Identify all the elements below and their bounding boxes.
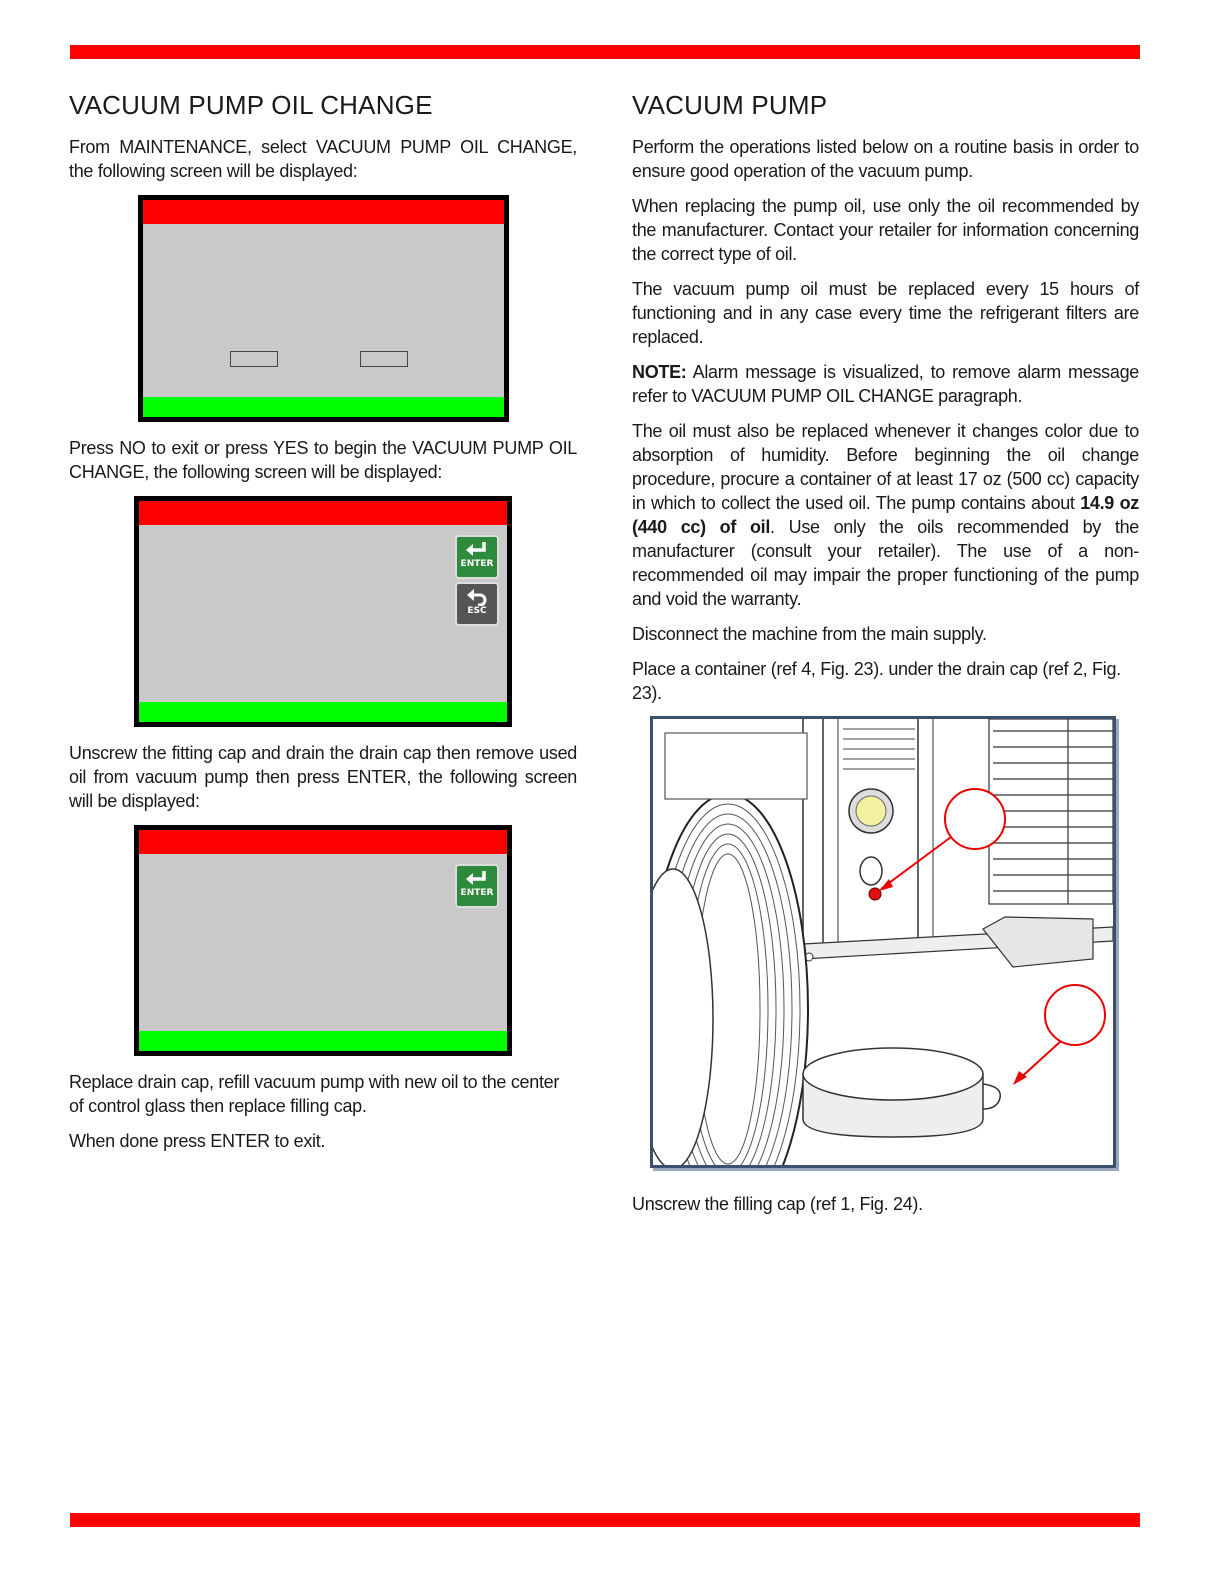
paragraph: From MAINTENANCE, select VACUUM PUMP OIL CHANGE, the following screen will be displayed: — [69, 137, 577, 181]
machine-illustration — [653, 719, 1113, 1165]
enter-button[interactable] — [455, 535, 499, 579]
enter-return-icon — [464, 541, 490, 559]
figure-drain-illustration — [650, 716, 1116, 1168]
screen-header — [139, 830, 507, 854]
paragraph: Place a container (ref 4, Fig. 23). under the drain cap (ref 2, Fig. 23). — [632, 659, 1121, 703]
left-column — [69, 90, 577, 1164]
paragraph-text: . Use only the oils recommended by the manufacturer (consult your retailer). The use of a non-recommended oil may impair the proper functioning of the pump and void the warranty. — [632, 517, 1139, 609]
paragraph: Replace drain cap, refill vacuum pump with new oil to the center of control glass then replace filling cap. — [69, 1072, 560, 1116]
screen-drain — [134, 496, 512, 727]
paragraph — [632, 419, 1139, 611]
paragraph: Perform the operations listed below on a routine basis in order to ensure good operation of the vacuum pump. — [632, 137, 1139, 181]
enter-label: ENTER — [460, 559, 494, 569]
paragraph: When replacing the pump oil, use only the oil recommended by the manufacturer. Contact your retailer for information concerning the correct type of oil. — [632, 196, 1139, 264]
yes-button[interactable] — [360, 351, 408, 367]
paragraph: The vacuum pump oil must be replaced every 15 hours of functioning and in any case every time the refrigerant filters are replaced. — [632, 279, 1139, 347]
note-text: Alarm message is visualized, to remove alarm message refer to VACUUM PUMP OIL CHANGE paragraph. — [632, 362, 1139, 406]
screen-refill — [134, 825, 512, 1056]
back-arrow-icon — [464, 588, 490, 606]
paragraph: Unscrew the filling cap (ref 1, Fig. 24). — [632, 1194, 923, 1214]
screen-footer — [139, 1031, 507, 1051]
screen-header — [139, 501, 507, 525]
note-label: NOTE: — [632, 362, 687, 382]
note-paragraph — [632, 360, 1139, 408]
paragraph: Unscrew the fitting cap and drain the drain cap then remove used oil from vacuum pump then press ENTER, the following screen will be displayed: — [69, 743, 577, 811]
top-red-bar — [70, 45, 1140, 59]
esc-label: ESC — [467, 606, 487, 616]
paragraph-text: The oil must also be replaced whenever it changes color due to absorption of humidity. Before beginning the oil change procedure, procure a container of at least 17 oz (500 cc) capacity in which to collect the used oil. The pump contains about — [632, 421, 1139, 513]
paragraph: Disconnect the machine from the main supply. — [632, 624, 987, 644]
screen-confirm — [138, 195, 509, 422]
screen-footer — [143, 397, 504, 417]
esc-button[interactable] — [455, 582, 499, 626]
enter-button[interactable] — [455, 864, 499, 908]
section-title-oil-change: VACUUM PUMP OIL CHANGE — [69, 90, 433, 120]
section-title-vacuum-pump: VACUUM PUMP — [632, 90, 828, 120]
no-button[interactable] — [230, 351, 278, 367]
paragraph: Press NO to exit or press YES to begin the VACUUM PUMP OIL CHANGE, the following screen will be displayed: — [69, 438, 577, 482]
screen-footer — [139, 702, 507, 722]
screen-header — [143, 200, 504, 224]
enter-label: ENTER — [460, 888, 494, 898]
oil-quantity: 14.9 oz (440 cc) of oil — [632, 493, 1139, 537]
enter-return-icon — [464, 870, 490, 888]
paragraph: When done press ENTER to exit. — [69, 1131, 326, 1151]
bottom-red-bar — [70, 1513, 1140, 1527]
right-column — [632, 90, 1139, 1227]
